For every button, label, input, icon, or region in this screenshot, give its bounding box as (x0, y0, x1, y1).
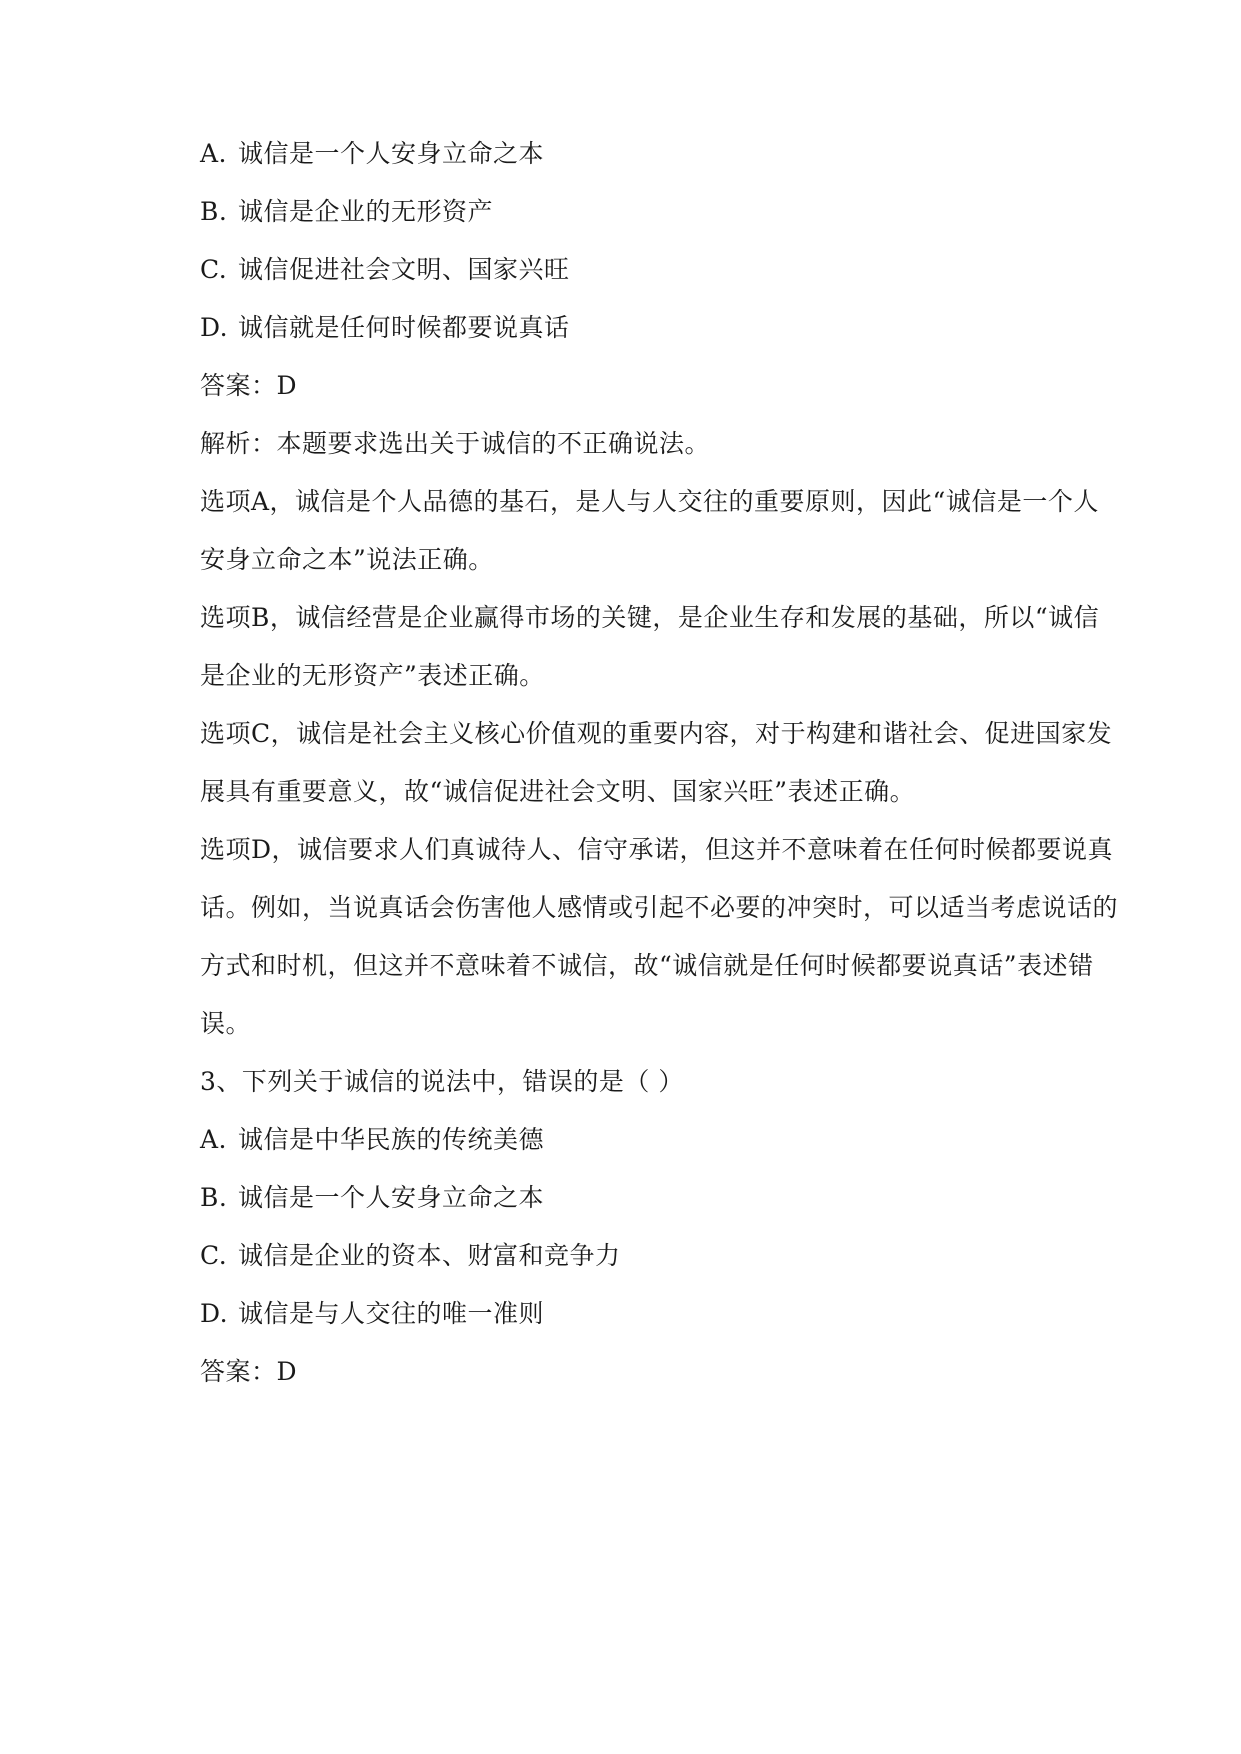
q2-analysis-a-line2: 安身立命之本”说法正确。 (200, 545, 494, 574)
q2-analysis-b-line2: 是企业的无形资产”表述正确。 (200, 661, 545, 690)
option-text: 诚信就是任何时候都要说真话 (238, 313, 570, 342)
q2-analysis-d-line3: 方式和时机，但这并不意味着不诚信，故“诚信就是任何时候都要说真话”表述错 (200, 951, 1094, 980)
q2-option-c (200, 254, 570, 286)
q2-analysis-d-line4: 误。 (200, 1009, 252, 1038)
q3-option-b (200, 1182, 544, 1214)
option-text: 诚信是企业的无形资产 (238, 197, 494, 226)
q3-stem: 3、下列关于诚信的说法中，错误的是（ ） (200, 1067, 684, 1096)
option-text: 诚信是与人交往的唯一准则 (238, 1299, 545, 1328)
q2-analysis-d-line1: 选项D，诚信要求人们真诚待人、信守承诺，但这并不意味着在任何时候都要说真 (200, 835, 1114, 864)
option-letter: D. (200, 1299, 229, 1328)
option-letter: B. (200, 197, 228, 226)
option-letter: A. (200, 1125, 228, 1154)
option-letter: B. (200, 1183, 228, 1212)
option-text: 诚信是企业的资本、财富和竞争力 (238, 1241, 621, 1270)
option-letter: C. (200, 1241, 228, 1270)
option-letter: C. (200, 255, 228, 284)
q2-answer: 答案：D (200, 371, 298, 400)
option-text: 诚信是中华民族的传统美德 (238, 1125, 545, 1154)
q3-option-d (200, 1298, 544, 1330)
q2-option-b (200, 196, 493, 228)
q2-analysis-c-line2: 展具有重要意义，故“诚信促进社会文明、国家兴旺”表述正确。 (200, 777, 916, 806)
q2-analysis-a-line1: 选项A，诚信是个人品德的基石，是人与人交往的重要原则，因此“诚信是一个人 (200, 487, 1099, 516)
q2-option-a (200, 138, 544, 170)
option-text: 诚信是一个人安身立命之本 (238, 1183, 545, 1212)
q2-analysis-d-line2: 话。例如，当说真话会伤害他人感情或引起不必要的冲突时，可以适当考虑说话的 (200, 893, 1119, 922)
q2-analysis-intro: 解析：本题要求选出关于诚信的不正确说法。 (200, 429, 711, 458)
option-text: 诚信促进社会文明、国家兴旺 (238, 255, 570, 284)
q3-answer: 答案：D (200, 1357, 298, 1386)
q2-analysis-c-line1: 选项C，诚信是社会主义核心价值观的重要内容，对于构建和谐社会、促进国家发 (200, 719, 1113, 748)
q2-analysis-b-line1: 选项B，诚信经营是企业赢得市场的关键，是企业生存和发展的基础，所以“诚信 (200, 603, 1100, 632)
option-text: 诚信是一个人安身立命之本 (238, 139, 545, 168)
option-letter: D. (200, 313, 229, 342)
option-letter: A. (200, 139, 228, 168)
q3-option-a (200, 1124, 544, 1156)
q2-option-d (200, 312, 570, 344)
q3-option-c (200, 1240, 621, 1272)
